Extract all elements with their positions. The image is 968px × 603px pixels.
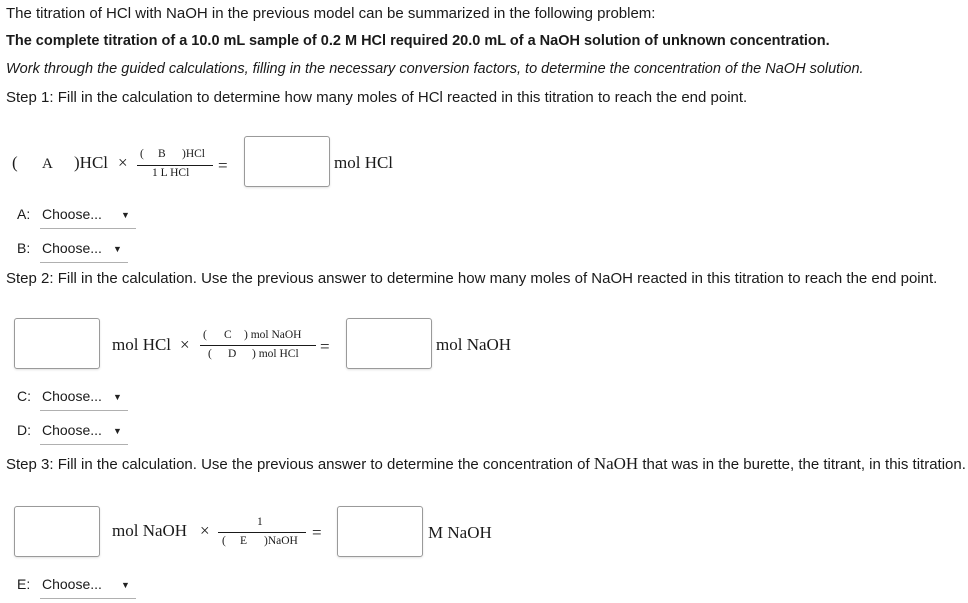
step2-times: × <box>180 335 190 354</box>
step1-answer-input[interactable] <box>244 136 330 187</box>
step1-answer-unit: mol HCl <box>334 153 394 172</box>
intro-line: The titration of HCl with NaOH in the previous model can be summarized in the following problem: <box>6 5 656 22</box>
dropdown-b[interactable]: Choose... <box>42 240 102 256</box>
step3-times: × <box>200 521 210 540</box>
dropdown-c-underline <box>40 410 128 411</box>
slot-a: A <box>42 156 53 172</box>
step3-answer-unit: M NaOH <box>428 523 492 542</box>
step2-answer-unit: mol NaOH <box>436 335 512 354</box>
caret-down-icon[interactable]: ▼ <box>113 392 122 402</box>
step1-open-paren: ( <box>12 153 18 172</box>
step1-equals: = <box>218 156 228 175</box>
step2-equals: = <box>320 337 330 356</box>
problem-statement: The complete titration of a 10.0 mL sample of 0.2 M HCl required 20.0 mL of a NaOH solution of unknown concentration. <box>6 33 830 49</box>
dropdown-e-underline <box>40 598 136 599</box>
dropdown-b-underline <box>40 262 128 263</box>
step3-text-after: that was in the burette, the titrant, in this titration. <box>642 456 966 473</box>
slot-c: C <box>224 329 232 341</box>
dropdown-b-label: B: <box>17 240 31 256</box>
step2-fraction-bar <box>200 345 316 346</box>
step3-fraction-bar <box>218 532 306 533</box>
step2-den-tail: ) mol HCl <box>252 348 299 360</box>
step1-num-tail: )HCl <box>182 148 205 160</box>
step1-hcl: )HCl <box>74 153 108 172</box>
step3-equals: = <box>312 523 322 542</box>
step2-den-open: ( <box>208 348 212 360</box>
slot-e: E <box>240 535 248 547</box>
step3-den-tail: )NaOH <box>264 535 298 547</box>
dropdown-a[interactable]: Choose... <box>42 206 102 222</box>
step2-input-box[interactable] <box>14 318 100 369</box>
step1-num-open: ( <box>140 148 144 160</box>
dropdown-d-underline <box>40 444 128 445</box>
step2-text: Step 2: Fill in the calculation. Use the previous answer to determine how many moles of NaOH reacted in this titration to reach the end point. <box>6 270 938 287</box>
dropdown-a-label: A: <box>17 206 31 222</box>
step3-numerator: 1 <box>257 516 263 528</box>
step2-answer-input[interactable] <box>346 318 432 369</box>
step1-times: × <box>118 153 128 172</box>
step3-den-open: ( <box>222 535 226 547</box>
dropdown-c-label: C: <box>17 388 31 404</box>
step2-num-open: ( <box>203 329 207 341</box>
step3-text-before: Step 3: Fill in the calculation. Use the previous answer to determine the concentration of <box>6 456 590 473</box>
caret-down-icon[interactable]: ▼ <box>121 210 130 220</box>
caret-down-icon[interactable]: ▼ <box>121 580 130 590</box>
dropdown-c[interactable]: Choose... <box>42 388 102 404</box>
step2-num-tail: ) mol NaOH <box>244 329 302 341</box>
step3-answer-input[interactable] <box>337 506 423 557</box>
dropdown-e[interactable]: Choose... <box>42 576 102 592</box>
dropdown-e-label: E: <box>17 576 31 592</box>
caret-down-icon[interactable]: ▼ <box>113 426 122 436</box>
instructions: Work through the guided calculations, filling in the necessary conversion factors, to determine the concentration of the NaOH solution. <box>6 61 864 77</box>
step1-text: Step 1: Fill in the calculation to determine how many moles of HCl reacted in this titration to reach the end point. <box>6 89 748 106</box>
step3-input-box[interactable] <box>14 506 100 557</box>
slot-d: D <box>228 348 237 360</box>
step2-unit-in: mol HCl <box>112 335 172 354</box>
step1-denominator: 1 L HCl <box>152 167 190 179</box>
step3-text <box>6 454 966 474</box>
dropdown-d-label: D: <box>17 422 31 438</box>
step1-fraction-bar <box>137 165 213 166</box>
step3-unit-in: mol NaOH <box>112 521 188 540</box>
slot-b: B <box>158 148 166 160</box>
caret-down-icon[interactable]: ▼ <box>113 244 122 254</box>
step3-text-naoh: NaOH <box>593 454 639 473</box>
dropdown-a-underline <box>40 228 136 229</box>
dropdown-d[interactable]: Choose... <box>42 422 102 438</box>
